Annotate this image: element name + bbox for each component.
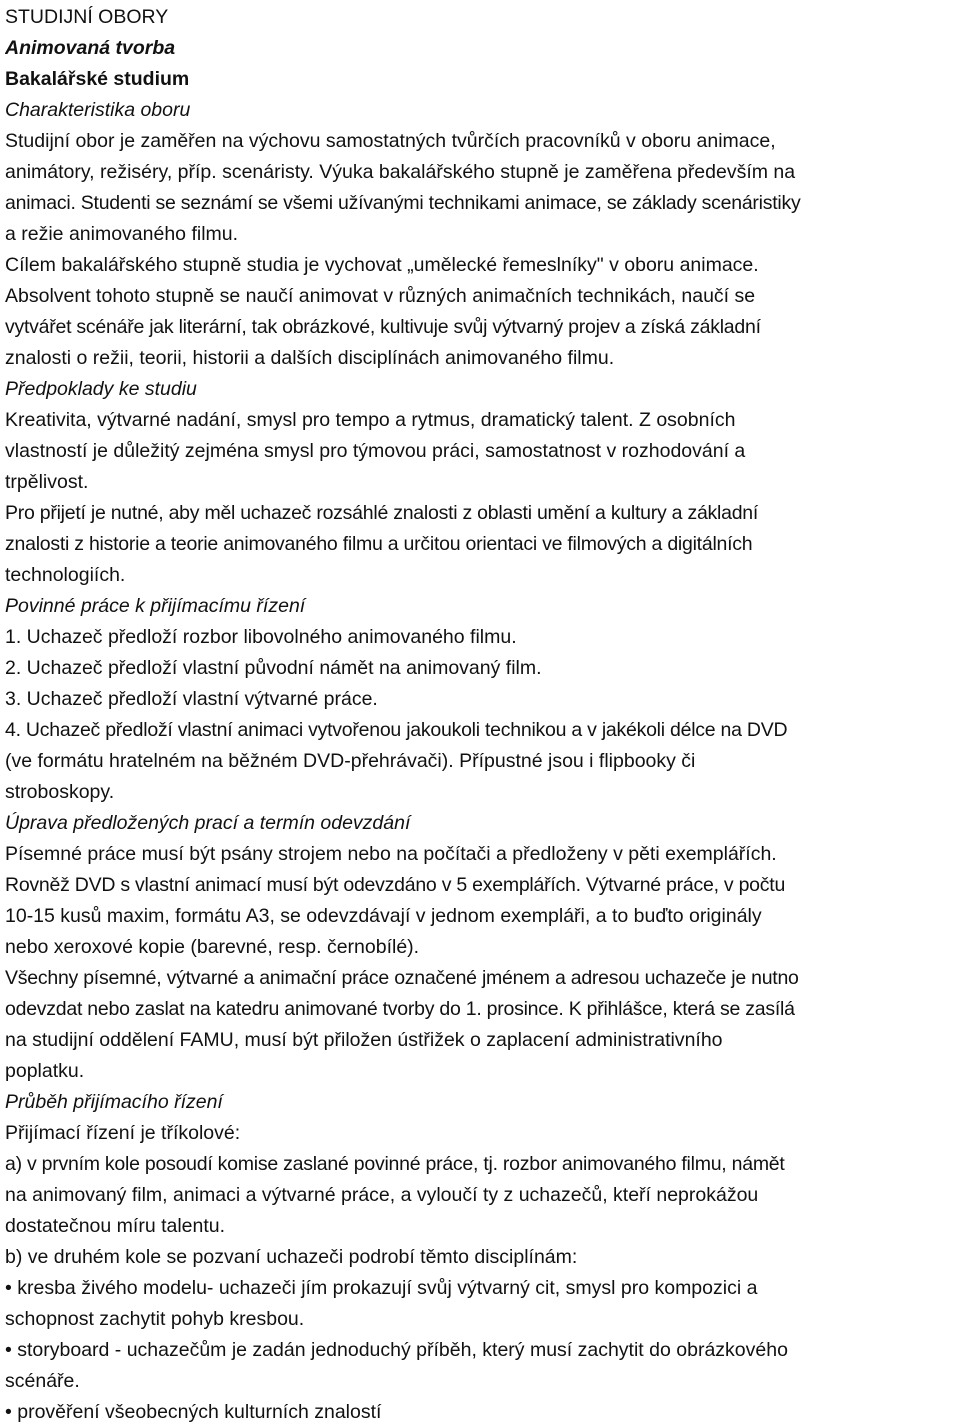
bullet-item: • storyboard - uchazečům je zadán jednoduchý příběh, který musí zachytit do obrázkového — [5, 1339, 788, 1361]
text-line: technologiích. — [5, 564, 126, 586]
list-item: 3. Uchazeč předloží vlastní výtvarné práce. — [5, 688, 378, 710]
text-line: Absolvent tohoto stupně se naučí animovat v různých animačních technikách, naučí se — [5, 285, 756, 307]
section-heading-prerequisites: Předpoklady ke studiu — [5, 378, 197, 400]
text-line: trpělivost. — [5, 471, 89, 493]
text-line: a) v prvním kole posoudí komise zaslané povinné práce, tj. rozbor animovaného filmu, námět — [5, 1153, 785, 1175]
text-line: a režie animovaného filmu. — [5, 223, 239, 245]
section-heading-submission: Úprava předložených prací a termín odevzdání — [5, 812, 411, 834]
text-line: animaci. Studenti se seznámí se všemi užívanými technikami animace, se základy scenáristiky — [5, 192, 801, 214]
text-line: nebo xeroxové kopie (barevné, resp. černobílé). — [5, 936, 420, 958]
text-line: schopnost zachytit pohyb kresbou. — [5, 1308, 305, 1330]
text-line: vytvářet scénáře jak literární, tak obrázkové, kultivuje svůj výtvarný projev a získá základní — [5, 316, 761, 338]
text-line: vlastností je důležitý zejména smysl pro týmovou práci, samostatnost v rozhodování a — [5, 440, 746, 462]
study-level: Bakalářské studium — [5, 68, 190, 90]
text-line: dostatečnou míru talentu. — [5, 1215, 226, 1237]
document-page — [5, 2, 955, 1428]
text-line: Všechny písemné, výtvarné a animační práce označené jménem a adresou uchazeče je nutno — [5, 967, 799, 989]
text-line: znalosti o režii, teorii, historii a dalších disciplínách animovaného filmu. — [5, 347, 615, 369]
text-line: Přijímací řízení je tříkolové: — [5, 1122, 241, 1144]
section-heading-required-works: Povinné práce k přijímacímu řízení — [5, 595, 306, 617]
text-line: na studijní oddělení FAMU, musí být přiložen ústřižek o zaplacení administrativního — [5, 1029, 723, 1051]
bullet-item: • kresba živého modelu- uchazeči jím prokazují svůj výtvarný cit, smysl pro kompozici a — [5, 1277, 758, 1299]
text-line: znalosti z historie a teorie animovaného filmu a určitou orientaci ve filmových a digitálních — [5, 533, 753, 555]
bullet-item: • prověření všeobecných kulturních znalostí — [5, 1401, 382, 1423]
text-line: Rovněž DVD s vlastní animací musí být odevzdáno v 5 exemplářích. Výtvarné práce, v počtu — [5, 874, 786, 896]
text-line: na animovaný film, animaci a výtvarné práce, a vyloučí ty z uchazečů, kteří neprokážou — [5, 1184, 759, 1206]
text-line: Cílem bakalářského stupně studia je vychovat „umělecké řemeslníky" v oboru animace. — [5, 254, 759, 276]
section-heading-characteristics: Charakteristika oboru — [5, 99, 191, 121]
text-line: scénáře. — [5, 1370, 80, 1392]
text-line: odevzdat nebo zaslat na katedru animované tvorby do 1. prosince. K přihlášce, která se zasílá — [5, 998, 795, 1020]
list-item: 1. Uchazeč předloží rozbor libovolného animovaného filmu. — [5, 626, 517, 648]
text-line: animátory, režiséry, příp. scenáristy. Výuka bakalářského stupně je zaměřena především na — [5, 161, 796, 183]
text-line: Studijní obor je zaměřen na výchovu samostatných tvůrčích pracovníků v oboru animace, — [5, 130, 776, 152]
text-line: Pro přijetí je nutné, aby měl uchazeč rozsáhlé znalosti z oblasti umění a kultury a základní — [5, 502, 759, 524]
text-line: (ve formátu hratelném na běžném DVD-přehrávači). Přípustné jsou i flipbooky či — [5, 750, 696, 772]
doc-heading: STUDIJNÍ OBORY — [5, 6, 169, 28]
text-line: Písemné práce musí být psány strojem nebo na počítači a předloženy v pěti exemplářích. — [5, 843, 777, 865]
text-line: poplatku. — [5, 1060, 85, 1082]
text-line: stroboskopy. — [5, 781, 115, 803]
text-line: Kreativita, výtvarné nadání, smysl pro tempo a rytmus, dramatický talent. Z osobních — [5, 409, 736, 431]
text-line: b) ve druhém kole se pozvaní uchazeči podrobí těmto disciplínám: — [5, 1246, 578, 1268]
list-item: 4. Uchazeč předloží vlastní animaci vytvořenou jakoukoli technikou a v jakékoli délce na DVD — [5, 719, 788, 741]
section-heading-admission-process: Průběh přijímacího řízení — [5, 1091, 223, 1113]
program-title: Animovaná tvorba — [5, 37, 176, 59]
text-line: 10-15 kusů maxim, formátu A3, se odevzdávají v jednom exempláři, a to buďto originály — [5, 905, 762, 927]
list-item: 2. Uchazeč předloží vlastní původní námět na animovaný film. — [5, 657, 542, 679]
